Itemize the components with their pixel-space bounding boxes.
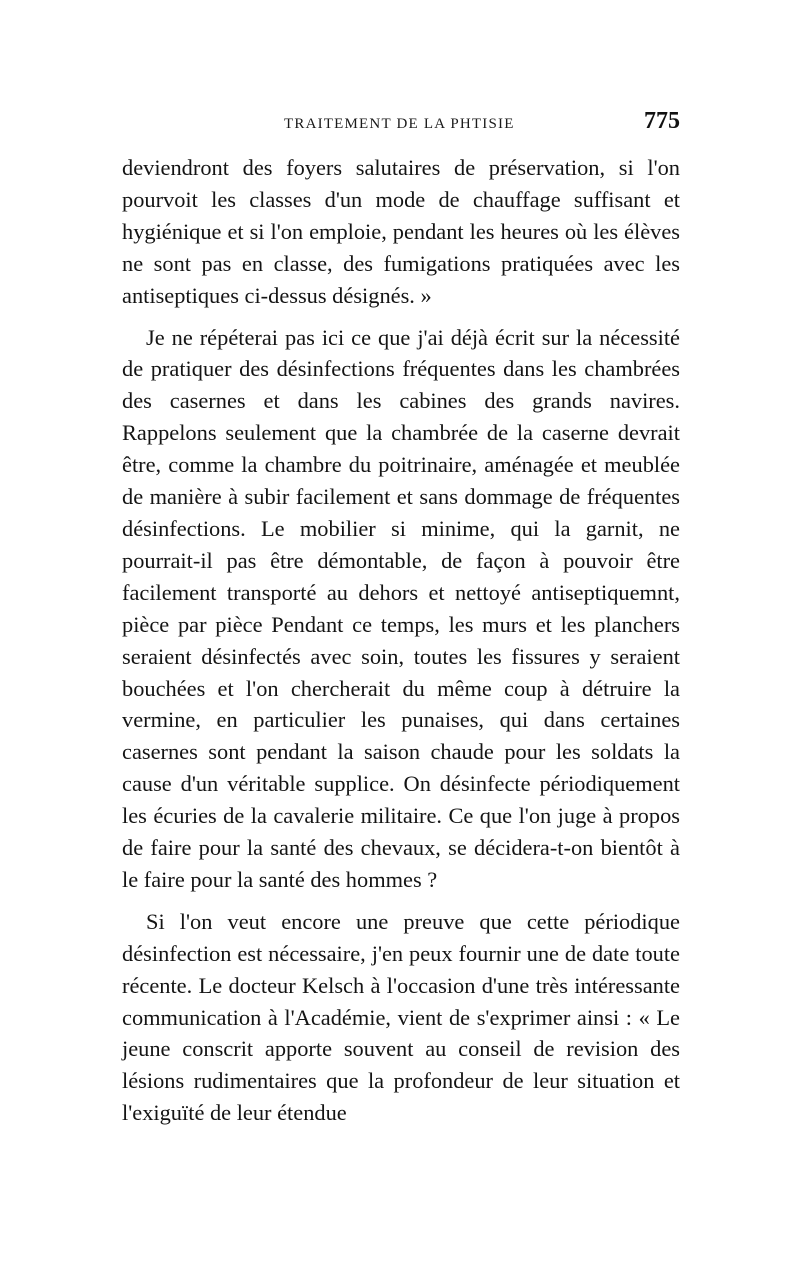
paragraph-barracks: Je ne répéterai pas ici ce que j'ai déjà écrit sur la nécessité de pratiquer des désinfections fréquentes dans les chambrées des casernes et dans les cabines des grands navires. Rappelons seulement que la chambrée de la caserne devrait être, comme la chambre du poitrinaire, aménagée et meublée de manière à subir facilement et sans dommage de fréquentes désinfections. Le mobilier si minime, qui la garnit, ne pourrait-il pas être démontable, de façon à pouvoir être facilement transporté au dehors et nettoyé antiseptiquemnt, pièce par pièce Pendant ce temps, les murs et les planchers seraient désinfectés avec soin, toutes les fissures y seraient bouchées et l'on chercherait du même coup à détruire la vermine, en particulier les punaises, qui dans certaines casernes sont pendant la saison chaude pour les soldats la cause d'un véritable supplice. On désinfecte périodiquement les écuries de la cavalerie militaire. Ce que l'on juge à propos de faire pour la santé des chevaux, se décidera-t-on bientôt à le faire pour la santé des hommes ? [122,324,680,892]
book-page [122,108,680,1129]
page-number: 775 [644,108,680,134]
body-text [122,152,680,1129]
paragraph-kelsch: Si l'on veut encore une preuve que cette périodique désinfection est nécessaire, j'en peux fournir une de date toute récente. Le docteur Kelsch à l'occasion d'une très intéressante communication à l'Académie, vient de s'exprimer ainsi : « Le jeune conscrit apporte souvent au conseil de revision des lésions rudimentaires que la profondeur de leur situation et l'exiguïté de leur étendue [122,908,680,1126]
running-title: TRAITEMENT DE LA PHTISIE [284,116,515,132]
running-head [122,108,680,140]
paragraph-continuation: deviendront des foyers salutaires de préservation, si l'on pourvoit les classes d'un mode de chauffage suffisant et hygiénique et si l'on emploie, pendant les heures où les élèves ne sont pas en classe, des fumigations pratiquées avec les antiseptiques ci-dessus désignés. » [122,155,680,308]
